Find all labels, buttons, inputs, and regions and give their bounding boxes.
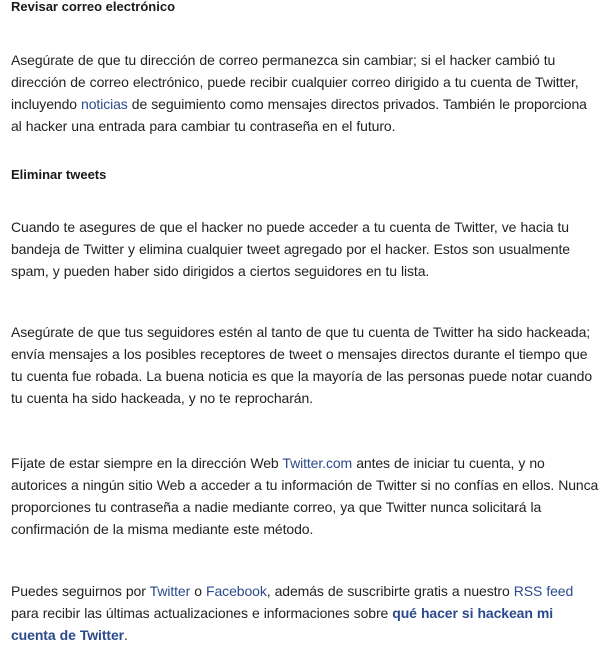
paragraph-text: , además de suscribirte gratis a nuestro	[266, 583, 514, 599]
paragraph-direccion-web	[11, 452, 601, 540]
paragraph-text: de seguimiento como mensajes directos privados. También le proporciona al hacker una entrada para cambiar tu contraseña en el futuro.	[11, 96, 587, 134]
link-twitter-com[interactable]: Twitter.com	[282, 455, 353, 471]
section-heading-revisar-correo: Revisar correo electrónico	[11, 0, 176, 14]
paragraph-text: para recibir las últimas actualizaciones e informaciones sobre	[11, 605, 393, 621]
link-noticias[interactable]: noticias	[81, 96, 128, 112]
paragraph-text: Asegúrate de que tu dirección de correo permanezca sin cambiar; si el hacker cambió tu dirección de correo electrónico, puede recibir cualquier correo dirigido a tu cuenta de Twitter, incluyendo	[11, 52, 579, 112]
link-twitter[interactable]: Twitter	[149, 583, 191, 599]
paragraph-revisar-correo	[11, 49, 601, 137]
link-que-hacer-si-hackean[interactable]: qué hacer si hackean mi cuenta de Twitter	[11, 605, 554, 643]
paragraph-text: o	[190, 583, 207, 599]
link-rss-feed[interactable]: RSS feed	[513, 583, 574, 599]
paragraph-avisar-seguidores: Asegúrate de que tus seguidores estén al tanto de que tu cuenta de Twitter ha sido hackeada; envía mensajes a los posibles receptores de tweet o mensajes directos durante el tiempo que tu cuenta fue robada. La buena noticia es que la mayoría de las personas puede notar cuando tu cuenta ha sido hackeada, y no te reprocharán.	[11, 324, 593, 406]
paragraph-text: Fíjate de estar siempre en la dirección Web	[11, 455, 283, 471]
paragraph-eliminar-tweets: Cuando te asegures de que el hacker no puede acceder a tu cuenta de Twitter, ve hacia tu bandeja de Twitter y elimina cualquier tweet agregado por el hacker. Estos son usualmente spam, y pueden haber sido dirigidos a ciertos seguidores en tu lista.	[11, 219, 570, 279]
paragraph-text: .	[124, 627, 128, 643]
link-facebook[interactable]: Facebook	[206, 583, 267, 599]
paragraph-footer-follow	[11, 580, 601, 646]
paragraph-text: antes de iniciar tu cuenta, y no autorices a ningún sitio Web a acceder a tu información de Twitter si no confías en ellos. Nunca proporciones tu contraseña a nadie mediante correo, ya que Twitter nunca solicitará la confirmación de la misma mediante este método.	[11, 455, 599, 537]
section-heading-eliminar-tweets: Eliminar tweets	[11, 167, 107, 182]
paragraph-text: Puedes seguirnos por	[11, 583, 150, 599]
